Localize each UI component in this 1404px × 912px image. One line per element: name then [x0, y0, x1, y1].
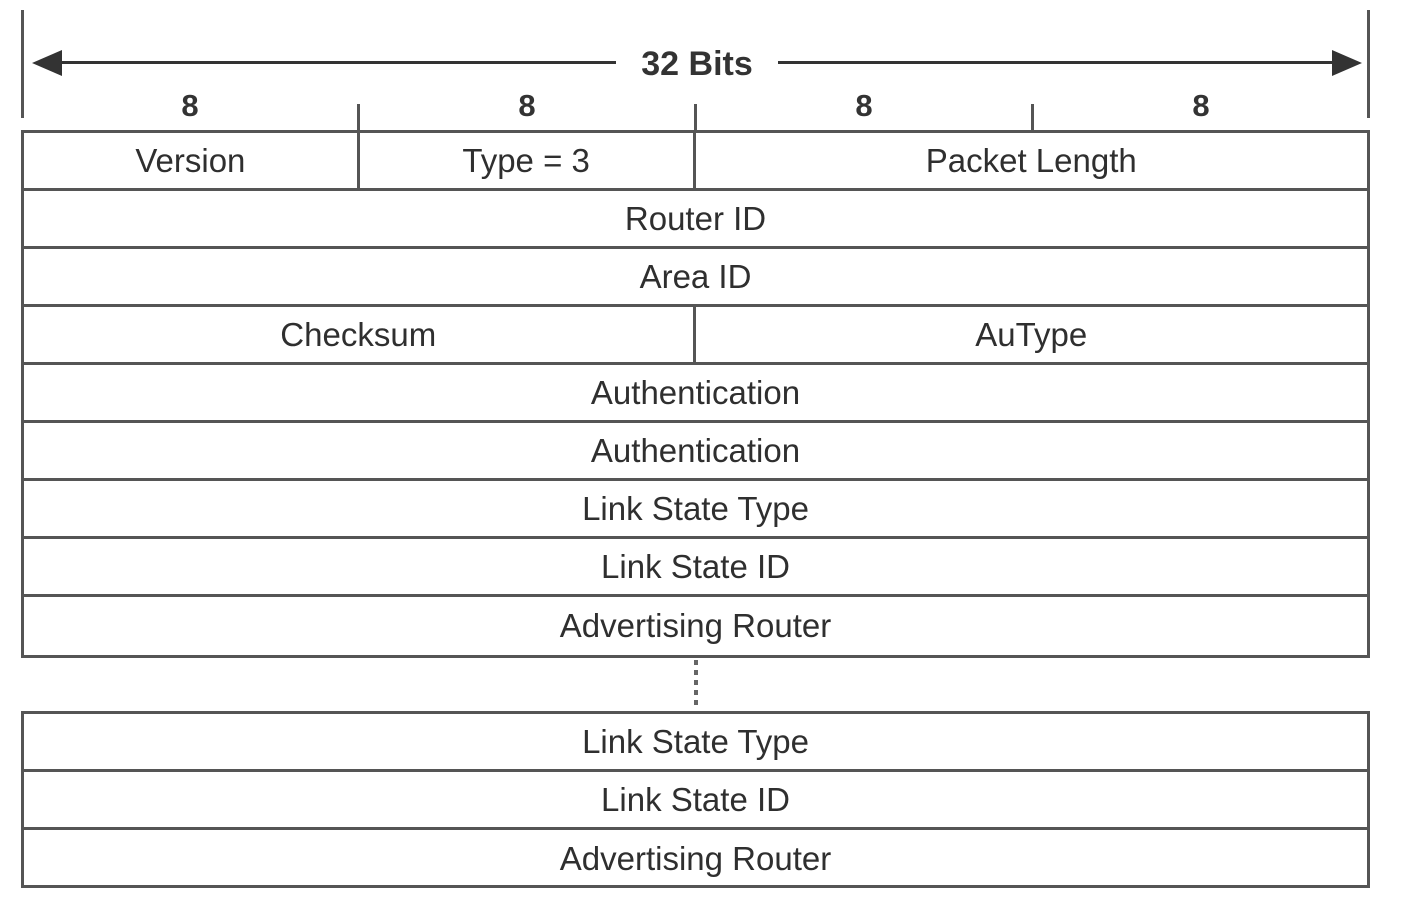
right-boundary-line [1367, 10, 1370, 118]
bits-width-label: 32 Bits [641, 45, 753, 83]
field-advertising-router: Advertising Router [559, 607, 832, 644]
byte-label-1: 8 [181, 88, 199, 123]
lsr-repeated-entries [21, 711, 1370, 888]
packet-row [24, 830, 1367, 888]
continuation-dots [694, 660, 698, 710]
field-authentication: Authentication [590, 431, 801, 469]
field-version: Version [24, 133, 360, 188]
field-link-state-id: Link State ID [601, 547, 790, 585]
byte-tick-2 [694, 104, 697, 132]
field-router-id: Router ID [624, 199, 767, 237]
field-link-state-type: Link State Type [582, 722, 809, 760]
packet-row [24, 772, 1367, 830]
packet-row [24, 307, 1367, 365]
byte-label-2: 8 [518, 88, 536, 123]
byte-label-4: 8 [1192, 88, 1210, 123]
right-arrow-line [778, 61, 1344, 64]
lsr-packet-header [21, 130, 1370, 658]
packet-row [24, 423, 1367, 481]
field-autype: AuType [975, 315, 1088, 353]
byte-label-3: 8 [855, 88, 873, 123]
field-area-id: Area ID [639, 257, 752, 295]
packet-row [24, 597, 1367, 655]
field-advertising-router: Advertising Router [559, 840, 832, 877]
byte-tick-3 [1031, 104, 1034, 132]
field-checksum: Checksum [24, 307, 696, 362]
packet-row [24, 714, 1367, 772]
packet-row [24, 539, 1367, 597]
field-packet-length: Packet Length [925, 141, 1137, 179]
left-arrow-line [48, 61, 616, 64]
packet-row [24, 481, 1367, 539]
packet-row [24, 249, 1367, 307]
field-type-3: Type = 3 [360, 133, 696, 188]
byte-tick-1 [357, 104, 360, 132]
packet-row [24, 191, 1367, 249]
right-arrowhead-icon [1332, 50, 1362, 76]
left-boundary-line [21, 10, 24, 118]
packet-row [24, 133, 1367, 191]
packet-row [24, 365, 1367, 423]
field-link-state-type: Link State Type [582, 489, 809, 527]
field-authentication: Authentication [590, 373, 801, 411]
field-link-state-id: Link State ID [601, 780, 790, 818]
